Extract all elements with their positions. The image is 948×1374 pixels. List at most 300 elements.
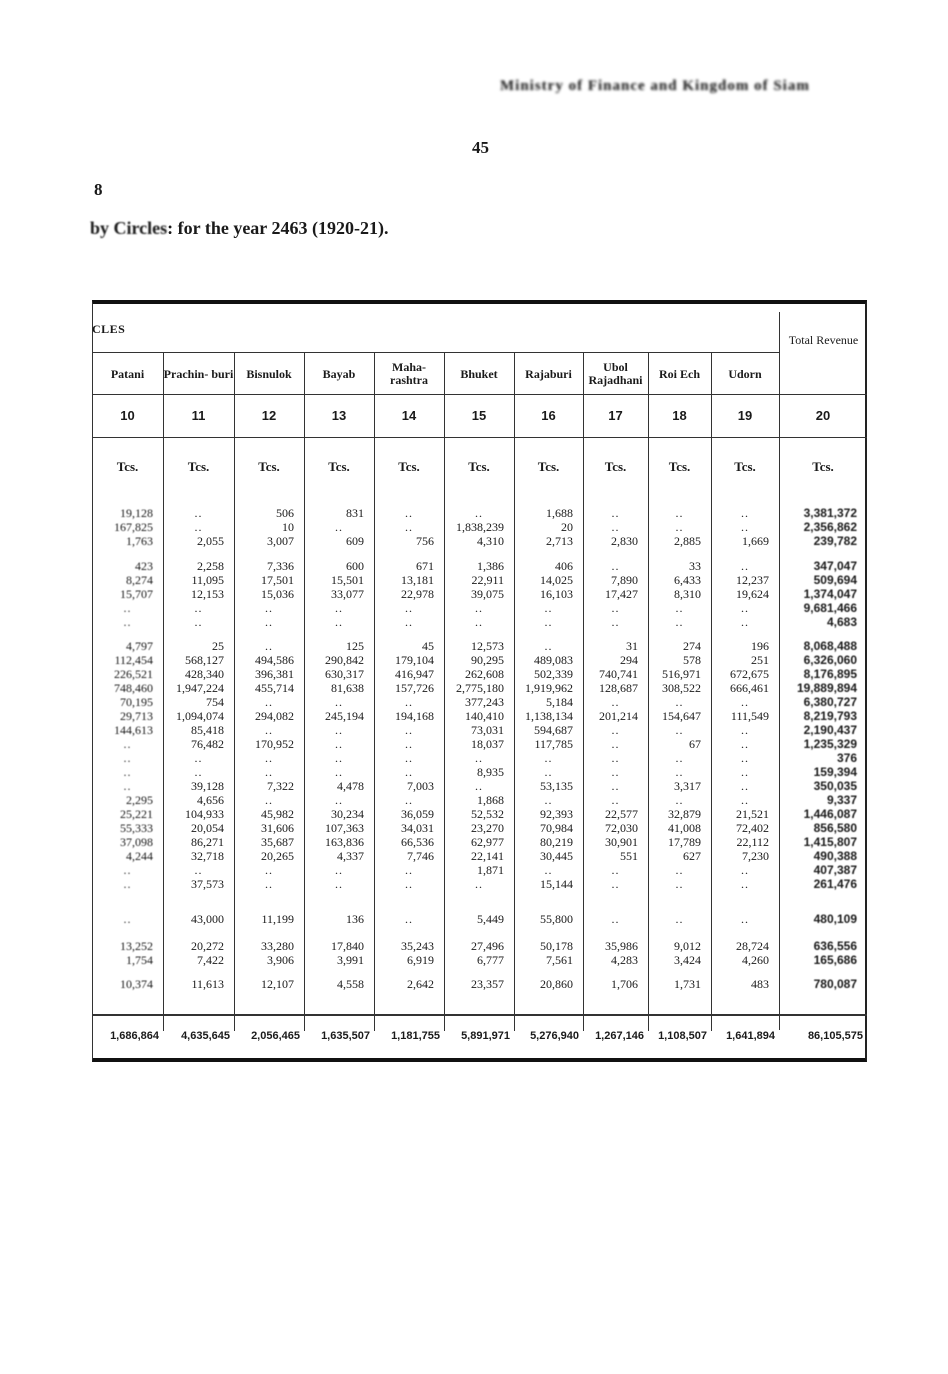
table-cell: 167,825 xyxy=(114,520,153,534)
table-cell: .. xyxy=(741,779,749,793)
table-cell: .. xyxy=(265,615,273,629)
table-cell: 22,577 xyxy=(605,807,638,821)
table-cell: .. xyxy=(544,639,553,653)
total-revenue-cell: 2,356,862 xyxy=(803,520,857,534)
total-revenue-heading: Total Revenue xyxy=(788,333,859,347)
table-cell: .. xyxy=(741,765,749,779)
table-cell: 4,310 xyxy=(477,534,504,548)
column-number: 19 xyxy=(737,408,753,423)
table-cell: 7,230 xyxy=(742,849,769,863)
table-cell: .. xyxy=(675,863,684,877)
table-cell: 34,031 xyxy=(401,821,434,835)
table-cell: 14,025 xyxy=(540,573,573,587)
table-cell: 483 xyxy=(751,977,769,991)
table-cell: .. xyxy=(675,751,684,765)
table-cell: .. xyxy=(475,506,483,520)
column-number: 18 xyxy=(672,408,687,423)
column-number: 12 xyxy=(261,408,277,423)
table-cell: .. xyxy=(405,520,413,534)
table-cell: .. xyxy=(123,601,132,615)
table-cell: 1,094,074 xyxy=(176,709,224,723)
table-cell: .. xyxy=(611,863,620,877)
table-cell: 32,879 xyxy=(668,807,701,821)
table-cell: .. xyxy=(741,751,749,765)
table-cell: .. xyxy=(123,912,132,926)
table-cell: .. xyxy=(611,601,620,615)
table-cell: 41,008 xyxy=(668,821,701,835)
table-cell: 10 xyxy=(282,520,294,534)
table-cell: .. xyxy=(335,751,343,765)
table-cell: .. xyxy=(675,601,684,615)
total-revenue-cell: 1,374,047 xyxy=(803,587,857,601)
table-cell: .. xyxy=(741,520,749,534)
number-rule xyxy=(92,437,867,438)
unit-label: Tcs. xyxy=(116,459,139,474)
table-cell: 179,104 xyxy=(395,653,434,667)
table-cell: 489,083 xyxy=(534,653,573,667)
table-cell: 85,418 xyxy=(191,723,224,737)
table-cell: .. xyxy=(741,877,749,891)
table-cell: .. xyxy=(123,863,132,877)
table-cell: .. xyxy=(405,793,413,807)
table-cell: .. xyxy=(405,615,413,629)
table-cell: 35,687 xyxy=(261,835,294,849)
table-cell: 39,075 xyxy=(471,587,504,601)
table-cell: 55,800 xyxy=(540,912,573,926)
table-cell: .. xyxy=(405,723,413,737)
table-cell: 4,478 xyxy=(337,779,364,793)
table-cell: .. xyxy=(475,877,483,891)
table-cell: .. xyxy=(611,765,620,779)
table-cell: 7,746 xyxy=(407,849,434,863)
table-cell: 163,836 xyxy=(325,835,364,849)
table-cell: 11,613 xyxy=(191,977,224,991)
total-revenue-cell: 6,326,060 xyxy=(803,653,857,667)
table-cell: .. xyxy=(335,877,343,891)
table-cell: 506 xyxy=(276,506,294,520)
table-cell: .. xyxy=(265,601,273,615)
header-rule xyxy=(92,352,780,353)
table-cell: 157,726 xyxy=(395,681,434,695)
total-revenue-cell: 509,694 xyxy=(813,573,857,587)
table-cell: 627 xyxy=(683,849,701,863)
table-cell: .. xyxy=(265,863,273,877)
table-cell: .. xyxy=(544,615,553,629)
table-cell: 568,127 xyxy=(185,653,224,667)
table-cell: 666,461 xyxy=(730,681,769,695)
header-bottom-rule xyxy=(92,394,867,395)
column-header: Udorn xyxy=(728,366,762,381)
total-revenue-cell: 4,683 xyxy=(826,615,857,629)
table-cell: 12,237 xyxy=(736,573,769,587)
table-cell: 1,838,239 xyxy=(456,520,504,534)
table-cell: 20,272 xyxy=(191,939,224,953)
table-cell: 274 xyxy=(683,639,701,653)
table-cell: 43,000 xyxy=(191,912,224,926)
column-number: 17 xyxy=(608,408,623,423)
table-cell: 36,059 xyxy=(401,807,434,821)
table-cell: 245,194 xyxy=(325,709,364,723)
table-cell: 28,724 xyxy=(736,939,769,953)
table-cell: .. xyxy=(265,723,273,737)
table-cell: .. xyxy=(335,615,343,629)
table-cell: 30,445 xyxy=(540,849,573,863)
table-cell: .. xyxy=(675,695,684,709)
table-cell: 128,687 xyxy=(599,681,638,695)
table-cell: 72,030 xyxy=(605,821,638,835)
table-cell: .. xyxy=(123,877,132,891)
table-cell: .. xyxy=(611,877,620,891)
table-cell: 112,454 xyxy=(114,653,153,667)
table-cell: 7,561 xyxy=(546,953,573,967)
table-cell: 1,731 xyxy=(674,977,701,991)
table-cell: 8,310 xyxy=(674,587,701,601)
table-cell: 3,424 xyxy=(674,953,701,967)
unit-label: Tcs. xyxy=(398,459,420,474)
table-cell: .. xyxy=(475,779,483,793)
table-cell: 609 xyxy=(346,534,364,548)
table-subtitle xyxy=(90,218,388,239)
table-cell: 494,586 xyxy=(255,653,294,667)
table-cell: 15,036 xyxy=(261,587,294,601)
table-cell: 15,707 xyxy=(120,587,153,601)
table-cell: 117,785 xyxy=(534,737,573,751)
table-cell: 107,363 xyxy=(325,821,364,835)
table-cell: 170,952 xyxy=(255,737,294,751)
table-cell: 6,777 xyxy=(477,953,504,967)
table-cell: 20,054 xyxy=(191,821,224,835)
table-cell: 1,947,224 xyxy=(176,681,224,695)
table-cell: 3,991 xyxy=(337,953,364,967)
table-cell: 17,501 xyxy=(261,573,294,587)
unit-label: Tcs. xyxy=(328,459,350,474)
table-cell: .. xyxy=(265,793,273,807)
column-header: Rajaburi xyxy=(525,366,572,381)
page-number: 45 xyxy=(472,138,489,157)
table-cell: .. xyxy=(335,520,343,534)
table-cell: 37,573 xyxy=(191,877,224,891)
table-cell: 1,754 xyxy=(126,953,153,967)
total-cell: 1,181,755 xyxy=(391,1030,440,1042)
total-revenue-cell: 856,580 xyxy=(813,821,857,835)
table-cell: 12,573 xyxy=(471,639,504,653)
total-revenue-cell: 6,380,727 xyxy=(803,695,857,709)
table-cell: 7,336 xyxy=(267,559,294,573)
table-cell: 140,410 xyxy=(465,709,504,723)
table-cell: 201,214 xyxy=(599,709,638,723)
table-cell: 196 xyxy=(751,639,769,653)
table-cell: 30,901 xyxy=(605,835,638,849)
total-cell: 2,056,465 xyxy=(251,1030,300,1042)
table-cell: 423 xyxy=(135,559,153,573)
total-revenue-cell: 159,394 xyxy=(813,765,857,779)
unit-label: Tcs. xyxy=(734,459,756,474)
table-cell: 35,243 xyxy=(401,939,434,953)
table-cell: 4,283 xyxy=(611,953,638,967)
table-cell: .. xyxy=(475,751,483,765)
column-header: Maha- rashtra xyxy=(390,360,428,387)
table-cell: 136 xyxy=(346,912,364,926)
table-cell: 30,234 xyxy=(331,807,364,821)
table-cell: .. xyxy=(741,695,749,709)
column-header: Roi Ech xyxy=(658,366,700,381)
table-cell: 37,098 xyxy=(120,835,153,849)
table-cell: .. xyxy=(544,793,553,807)
table-cell: .. xyxy=(123,737,132,751)
table-cell: .. xyxy=(405,601,413,615)
table-cell: 11,199 xyxy=(261,912,294,926)
table-cell: .. xyxy=(265,877,273,891)
total-revenue-cell: 8,176,895 xyxy=(803,667,857,681)
table-cell: 7,890 xyxy=(611,573,638,587)
total-revenue-cell: 3,381,372 xyxy=(803,506,857,520)
table-cell: 86,271 xyxy=(191,835,224,849)
table-cell: 294,082 xyxy=(255,709,294,723)
unit-label: Tcs. xyxy=(812,459,834,474)
column-header: Bayab xyxy=(322,366,356,381)
table-cell: 2,885 xyxy=(674,534,701,548)
table-cell: 25,221 xyxy=(120,807,153,821)
table-cell: 50,178 xyxy=(540,939,573,953)
table-cell: .. xyxy=(265,765,273,779)
table-cell: 2,295 xyxy=(126,793,153,807)
table-cell: .. xyxy=(675,912,684,926)
table-cell: .. xyxy=(544,751,553,765)
table-cell: 428,340 xyxy=(185,667,224,681)
total-revenue-cell: 2,190,437 xyxy=(803,723,857,737)
table-cell: 21,521 xyxy=(736,807,769,821)
table-cell: 33,077 xyxy=(331,587,364,601)
table-cell: 45,982 xyxy=(261,807,294,821)
table-cell: .. xyxy=(123,751,132,765)
total-cell: 1,635,507 xyxy=(321,1030,370,1042)
table-cell: 22,141 xyxy=(471,849,504,863)
table-cell: 33 xyxy=(689,559,701,573)
table-cell: 72,402 xyxy=(736,821,769,835)
table-cell: 4,337 xyxy=(337,849,364,863)
column-number: 11 xyxy=(191,408,206,423)
total-revenue-cell: 19,889,894 xyxy=(796,681,857,695)
table-cell: 17,840 xyxy=(331,939,364,953)
table-cell: .. xyxy=(611,559,620,573)
table-cell: .. xyxy=(741,506,749,520)
table-cell: 754 xyxy=(206,695,224,709)
table-cell: 20 xyxy=(561,520,573,534)
total-cell: 1,686,864 xyxy=(110,1030,159,1042)
total-revenue-cell: 350,035 xyxy=(813,779,857,793)
table-cell: .. xyxy=(194,863,203,877)
total-cell: 1,108,507 xyxy=(658,1030,707,1042)
table-cell: 20,860 xyxy=(540,977,573,991)
total-revenue-cell: 1,235,329 xyxy=(803,737,857,751)
table-cell: 1,763 xyxy=(126,534,153,548)
table-cell: 7,422 xyxy=(197,953,224,967)
column-number: 15 xyxy=(471,408,487,423)
table-cell: .. xyxy=(405,912,413,926)
table-cell: 32,718 xyxy=(191,849,224,863)
table-cell: 2,055 xyxy=(197,534,224,548)
total-revenue-cell: 480,109 xyxy=(813,912,857,926)
total-revenue-cell: 780,087 xyxy=(813,977,857,991)
subtitle-text: : for the year 2463 (1920-21). xyxy=(167,218,389,238)
table-cell: 294 xyxy=(620,653,638,667)
total-revenue-cell: 636,556 xyxy=(813,939,857,953)
table-cell: 9,012 xyxy=(674,939,701,953)
table-cell: .. xyxy=(611,793,620,807)
total-revenue-cell: 1,446,087 xyxy=(803,807,857,821)
table-cell: 578 xyxy=(683,653,701,667)
table-cell: 2,258 xyxy=(197,559,224,573)
table-cell: 33,280 xyxy=(261,939,294,953)
table-cell: 19,624 xyxy=(736,587,769,601)
total-cell: 5,891,971 xyxy=(461,1030,510,1042)
table-cell: 70,195 xyxy=(120,695,153,709)
table-cell: .. xyxy=(194,751,203,765)
table-cell: 17,789 xyxy=(668,835,701,849)
table-cell: 6,433 xyxy=(674,573,701,587)
total-revenue-cell: 490,388 xyxy=(813,849,857,863)
table-cell: 55,333 xyxy=(120,821,153,835)
table-cell: .. xyxy=(405,737,413,751)
table-cell: 53,135 xyxy=(540,779,573,793)
table-cell: 81,638 xyxy=(331,681,364,695)
table-cell: 70,984 xyxy=(540,821,573,835)
total-cell: 1,641,894 xyxy=(726,1030,775,1042)
table-cell: .. xyxy=(335,737,343,751)
table-cell: 45 xyxy=(422,639,434,653)
table-cell: 22,978 xyxy=(401,587,434,601)
table-cell: 8,274 xyxy=(126,573,153,587)
table-cell: 76,482 xyxy=(191,737,224,751)
total-revenue-cell: 9,681,466 xyxy=(803,601,857,615)
running-head: Ministry of Finance and Kingdom of Siam xyxy=(500,78,810,94)
table-cell: 756 xyxy=(416,534,434,548)
total-revenue-cell: 8,219,793 xyxy=(803,709,857,723)
table-cell: 502,339 xyxy=(534,667,573,681)
table-cell: 1,871 xyxy=(477,863,504,877)
table-cell: .. xyxy=(405,751,413,765)
total-revenue-cell: 165,686 xyxy=(813,953,857,967)
table-cell: 104,933 xyxy=(185,807,224,821)
table-cell: 35,986 xyxy=(605,939,638,953)
unit-label: Tcs. xyxy=(468,459,490,474)
column-header: Bisnulok xyxy=(246,366,292,381)
table-cell: 194,168 xyxy=(395,709,434,723)
table-cell: 80,219 xyxy=(540,835,573,849)
total-cell: 1,267,146 xyxy=(595,1030,644,1042)
table-cell: 4,656 xyxy=(197,793,224,807)
table-cell: 22,911 xyxy=(471,573,504,587)
table-cell: 3,317 xyxy=(674,779,701,793)
total-revenue-cell: 8,068,488 xyxy=(803,639,857,653)
table-cell: 1,138,134 xyxy=(525,709,573,723)
table-cell: .. xyxy=(335,601,343,615)
column-number: 14 xyxy=(401,408,417,423)
table-cell: 8,935 xyxy=(477,765,504,779)
table-cell: 22,112 xyxy=(736,835,769,849)
table-cell: 13,252 xyxy=(120,939,153,953)
table-cell: 416,947 xyxy=(395,667,434,681)
table-cell: 2,713 xyxy=(546,534,573,548)
table-cell: .. xyxy=(265,695,273,709)
table-cell: 19,128 xyxy=(120,506,153,520)
table-cell: 516,971 xyxy=(662,667,701,681)
table-cell: 52,532 xyxy=(471,807,504,821)
table-cell: 16,103 xyxy=(540,587,573,601)
table-cell: 67 xyxy=(689,737,701,751)
table-cell: 12,107 xyxy=(261,977,294,991)
table-cell: .. xyxy=(741,559,749,573)
column-header: Bhuket xyxy=(460,366,498,381)
unit-label: Tcs. xyxy=(537,459,560,474)
table-cell: .. xyxy=(335,723,343,737)
table-cell: 5,184 xyxy=(546,695,573,709)
table-cell: 111,549 xyxy=(730,709,769,723)
table-cell: 831 xyxy=(346,506,364,520)
table-cell: 290,842 xyxy=(325,653,364,667)
table-cell: .. xyxy=(335,793,343,807)
table-cell: 7,322 xyxy=(267,779,294,793)
table-cell: 39,128 xyxy=(191,779,224,793)
table-cell: .. xyxy=(405,765,413,779)
table-cell: .. xyxy=(675,765,684,779)
table-number: 8 xyxy=(94,180,103,199)
totals-rule xyxy=(92,1014,867,1016)
table-cell: .. xyxy=(611,779,620,793)
table-cell: .. xyxy=(741,615,749,629)
unit-label: Tcs. xyxy=(604,459,627,474)
table-cell: 66,536 xyxy=(401,835,434,849)
table-cell: 1,688 xyxy=(546,506,573,520)
table-cell: .. xyxy=(194,506,203,520)
table-cell: 15,144 xyxy=(540,877,573,891)
table-cell: 15,501 xyxy=(331,573,364,587)
table-cell: 396,381 xyxy=(255,667,294,681)
table-cell: 7,003 xyxy=(407,779,434,793)
table-cell: .. xyxy=(123,765,132,779)
table-cell: .. xyxy=(741,863,749,877)
subtitle-smudged-part: by Circles xyxy=(90,218,168,238)
table-cell: 4,797 xyxy=(126,639,153,653)
table-cell: 748,460 xyxy=(114,681,153,695)
table-cell: .. xyxy=(544,601,553,615)
table-cell: 29,713 xyxy=(120,709,153,723)
table-cell: .. xyxy=(741,723,749,737)
column-number: 13 xyxy=(331,408,347,423)
table-cell: 25 xyxy=(212,639,224,653)
table-cell: .. xyxy=(335,863,343,877)
column-header: Ubol Rajadhani xyxy=(588,360,643,387)
table-cell: .. xyxy=(475,601,483,615)
table-cell: 13,181 xyxy=(401,573,434,587)
table-cell: 11,095 xyxy=(191,573,224,587)
table-cell: 2,830 xyxy=(611,534,638,548)
table-cell: .. xyxy=(675,520,684,534)
table-cell: .. xyxy=(611,520,620,534)
table-cell: 18,037 xyxy=(471,737,504,751)
total-revenue-cell: 376 xyxy=(836,751,857,765)
table-cell: 1,919,962 xyxy=(525,681,573,695)
table-cell: 3,906 xyxy=(267,953,294,967)
table-cell: .. xyxy=(123,779,132,793)
column-number: 16 xyxy=(541,408,556,423)
table-cell: 23,270 xyxy=(471,821,504,835)
table-cell: .. xyxy=(741,793,749,807)
table-cell: .. xyxy=(194,615,203,629)
total-cell: 5,276,940 xyxy=(530,1030,579,1042)
table-cell: 4,244 xyxy=(126,849,153,863)
table-cell: .. xyxy=(611,751,620,765)
